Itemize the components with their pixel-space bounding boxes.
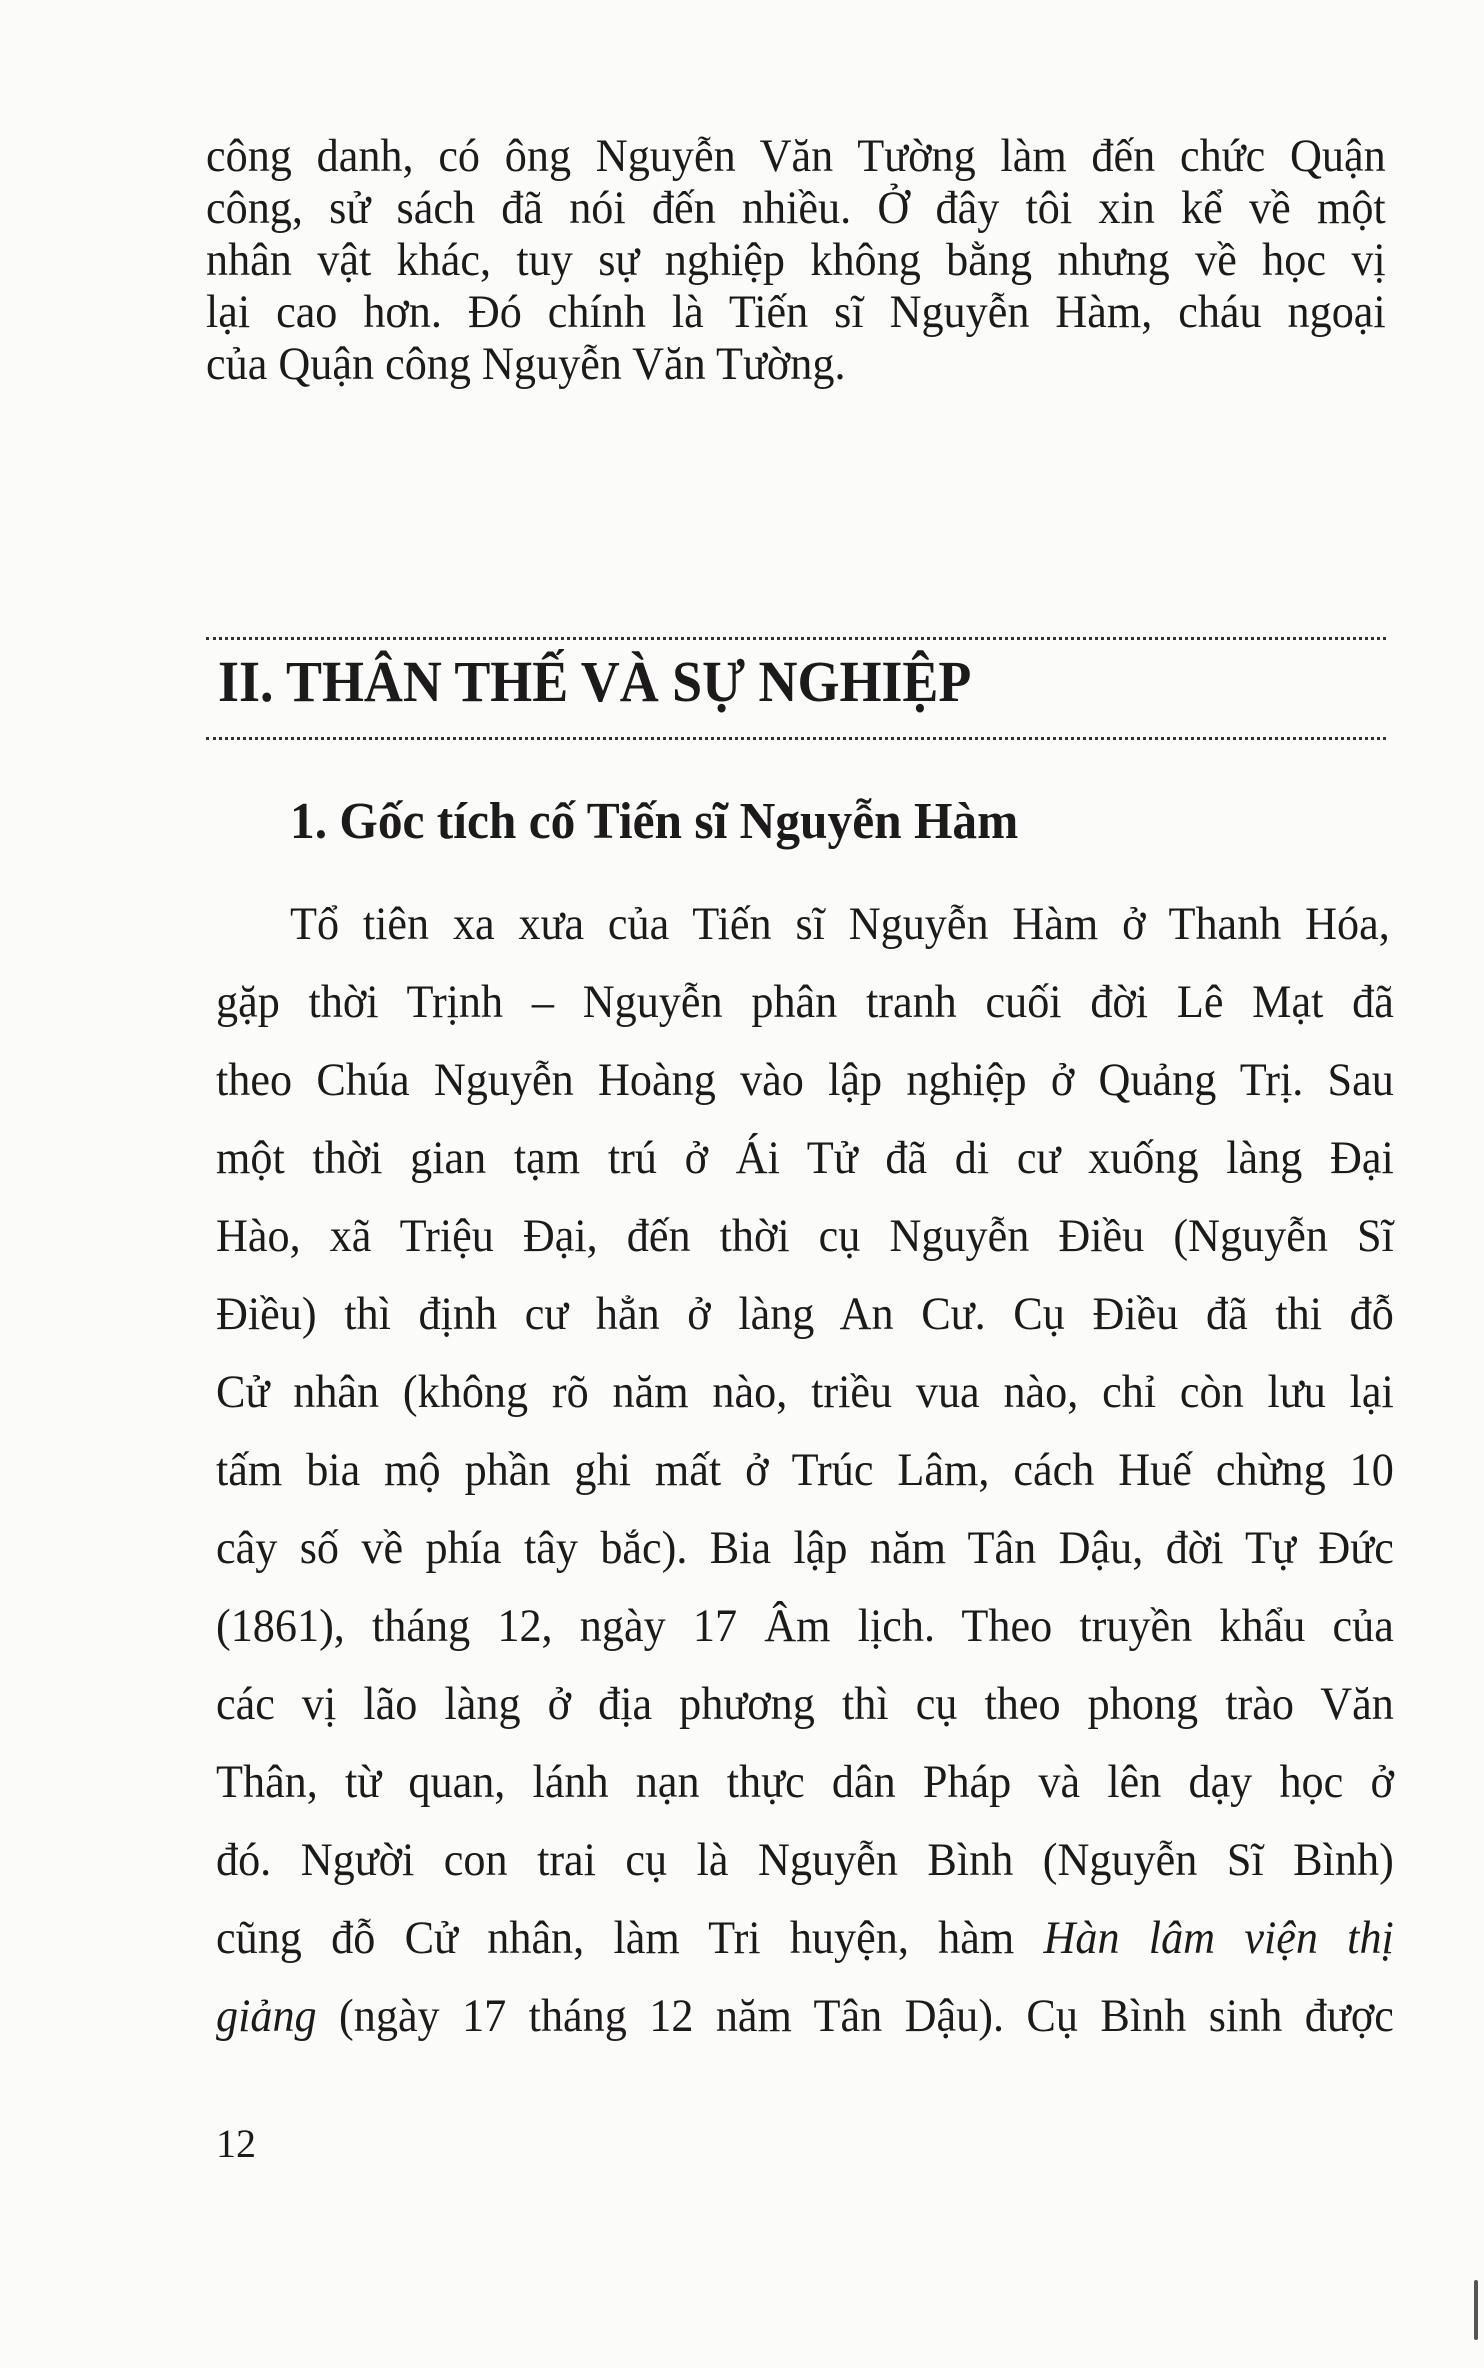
- text-line: nhân vật khác, tuy sự nghiệp không bằng nhưng về học vị: [206, 234, 1386, 286]
- page-edge-mark: [1474, 2280, 1478, 2340]
- text-line: của Quận công Nguyễn Văn Tường.: [206, 338, 846, 390]
- text-normal: cũng đỗ Cử nhân, làm Tri huyện, hàm: [216, 1912, 1044, 1964]
- text-line: Thân, từ quan, lánh nạn thực dân Pháp và lên dạy học ở: [216, 1756, 1394, 1808]
- text-italic: giảng: [216, 1990, 317, 2042]
- text-line: cây số về phía tây bắc). Bia lập năm Tân Dậu, đời Tự Đức: [216, 1522, 1394, 1574]
- text-line: một thời gian tạm trú ở Ái Tử đã di cư xuống làng Đại: [216, 1132, 1394, 1184]
- text-line: gặp thời Trịnh – Nguyễn phân tranh cuối đời Lê Mạt đã: [216, 976, 1394, 1028]
- section-heading: II. THÂN THẾ VÀ SỰ NGHIỆP: [218, 649, 972, 714]
- text-line: công danh, có ông Nguyễn Văn Tường làm đến chức Quận: [206, 130, 1386, 182]
- text-line: Hào, xã Triệu Đại, đến thời cụ Nguyễn Điều (Nguyễn Sĩ: [216, 1210, 1394, 1262]
- text-line: Cử nhân (không rõ năm nào, triều vua nào, chỉ còn lưu lại: [216, 1366, 1394, 1418]
- text-line: Điều) thì định cư hẳn ở làng An Cư. Cụ Điều đã thi đỗ: [216, 1288, 1394, 1340]
- text-line: Tổ tiên xa xưa của Tiến sĩ Nguyễn Hàm ở Thanh Hóa,: [290, 898, 1390, 950]
- text-line: theo Chúa Nguyễn Hoàng vào lập nghiệp ở Quảng Trị. Sau: [216, 1054, 1394, 1106]
- text-line: đó. Người con trai cụ là Nguyễn Bình (Nguyễn Sĩ Bình): [216, 1834, 1394, 1886]
- dotted-rule-bottom: [206, 737, 1386, 740]
- text-line: tấm bia mộ phần ghi mất ở Trúc Lâm, cách Huế chừng 10: [216, 1444, 1394, 1496]
- dotted-rule-top: [206, 637, 1386, 640]
- text-line: các vị lão làng ở địa phương thì cụ theo phong trào Văn: [216, 1678, 1394, 1730]
- page-number: 12: [216, 2121, 256, 2166]
- text-line: [216, 1910, 1394, 1966]
- subsection-heading: 1. Gốc tích cố Tiến sĩ Nguyễn Hàm: [290, 793, 1019, 850]
- text-line: công, sử sách đã nói đến nhiều. Ở đây tôi xin kể về một: [206, 182, 1386, 234]
- text-line: lại cao hơn. Đó chính là Tiến sĩ Nguyễn Hàm, cháu ngoại: [206, 286, 1386, 338]
- text-line: [216, 1988, 1394, 2044]
- text-line: (1861), tháng 12, ngày 17 Âm lịch. Theo truyền khẩu của: [216, 1600, 1394, 1652]
- text-italic: Hàn lâm viện thị: [1043, 1912, 1394, 1964]
- text-normal: (ngày 17 tháng 12 năm Tân Dậu). Cụ Bình sinh được: [316, 1990, 1394, 2042]
